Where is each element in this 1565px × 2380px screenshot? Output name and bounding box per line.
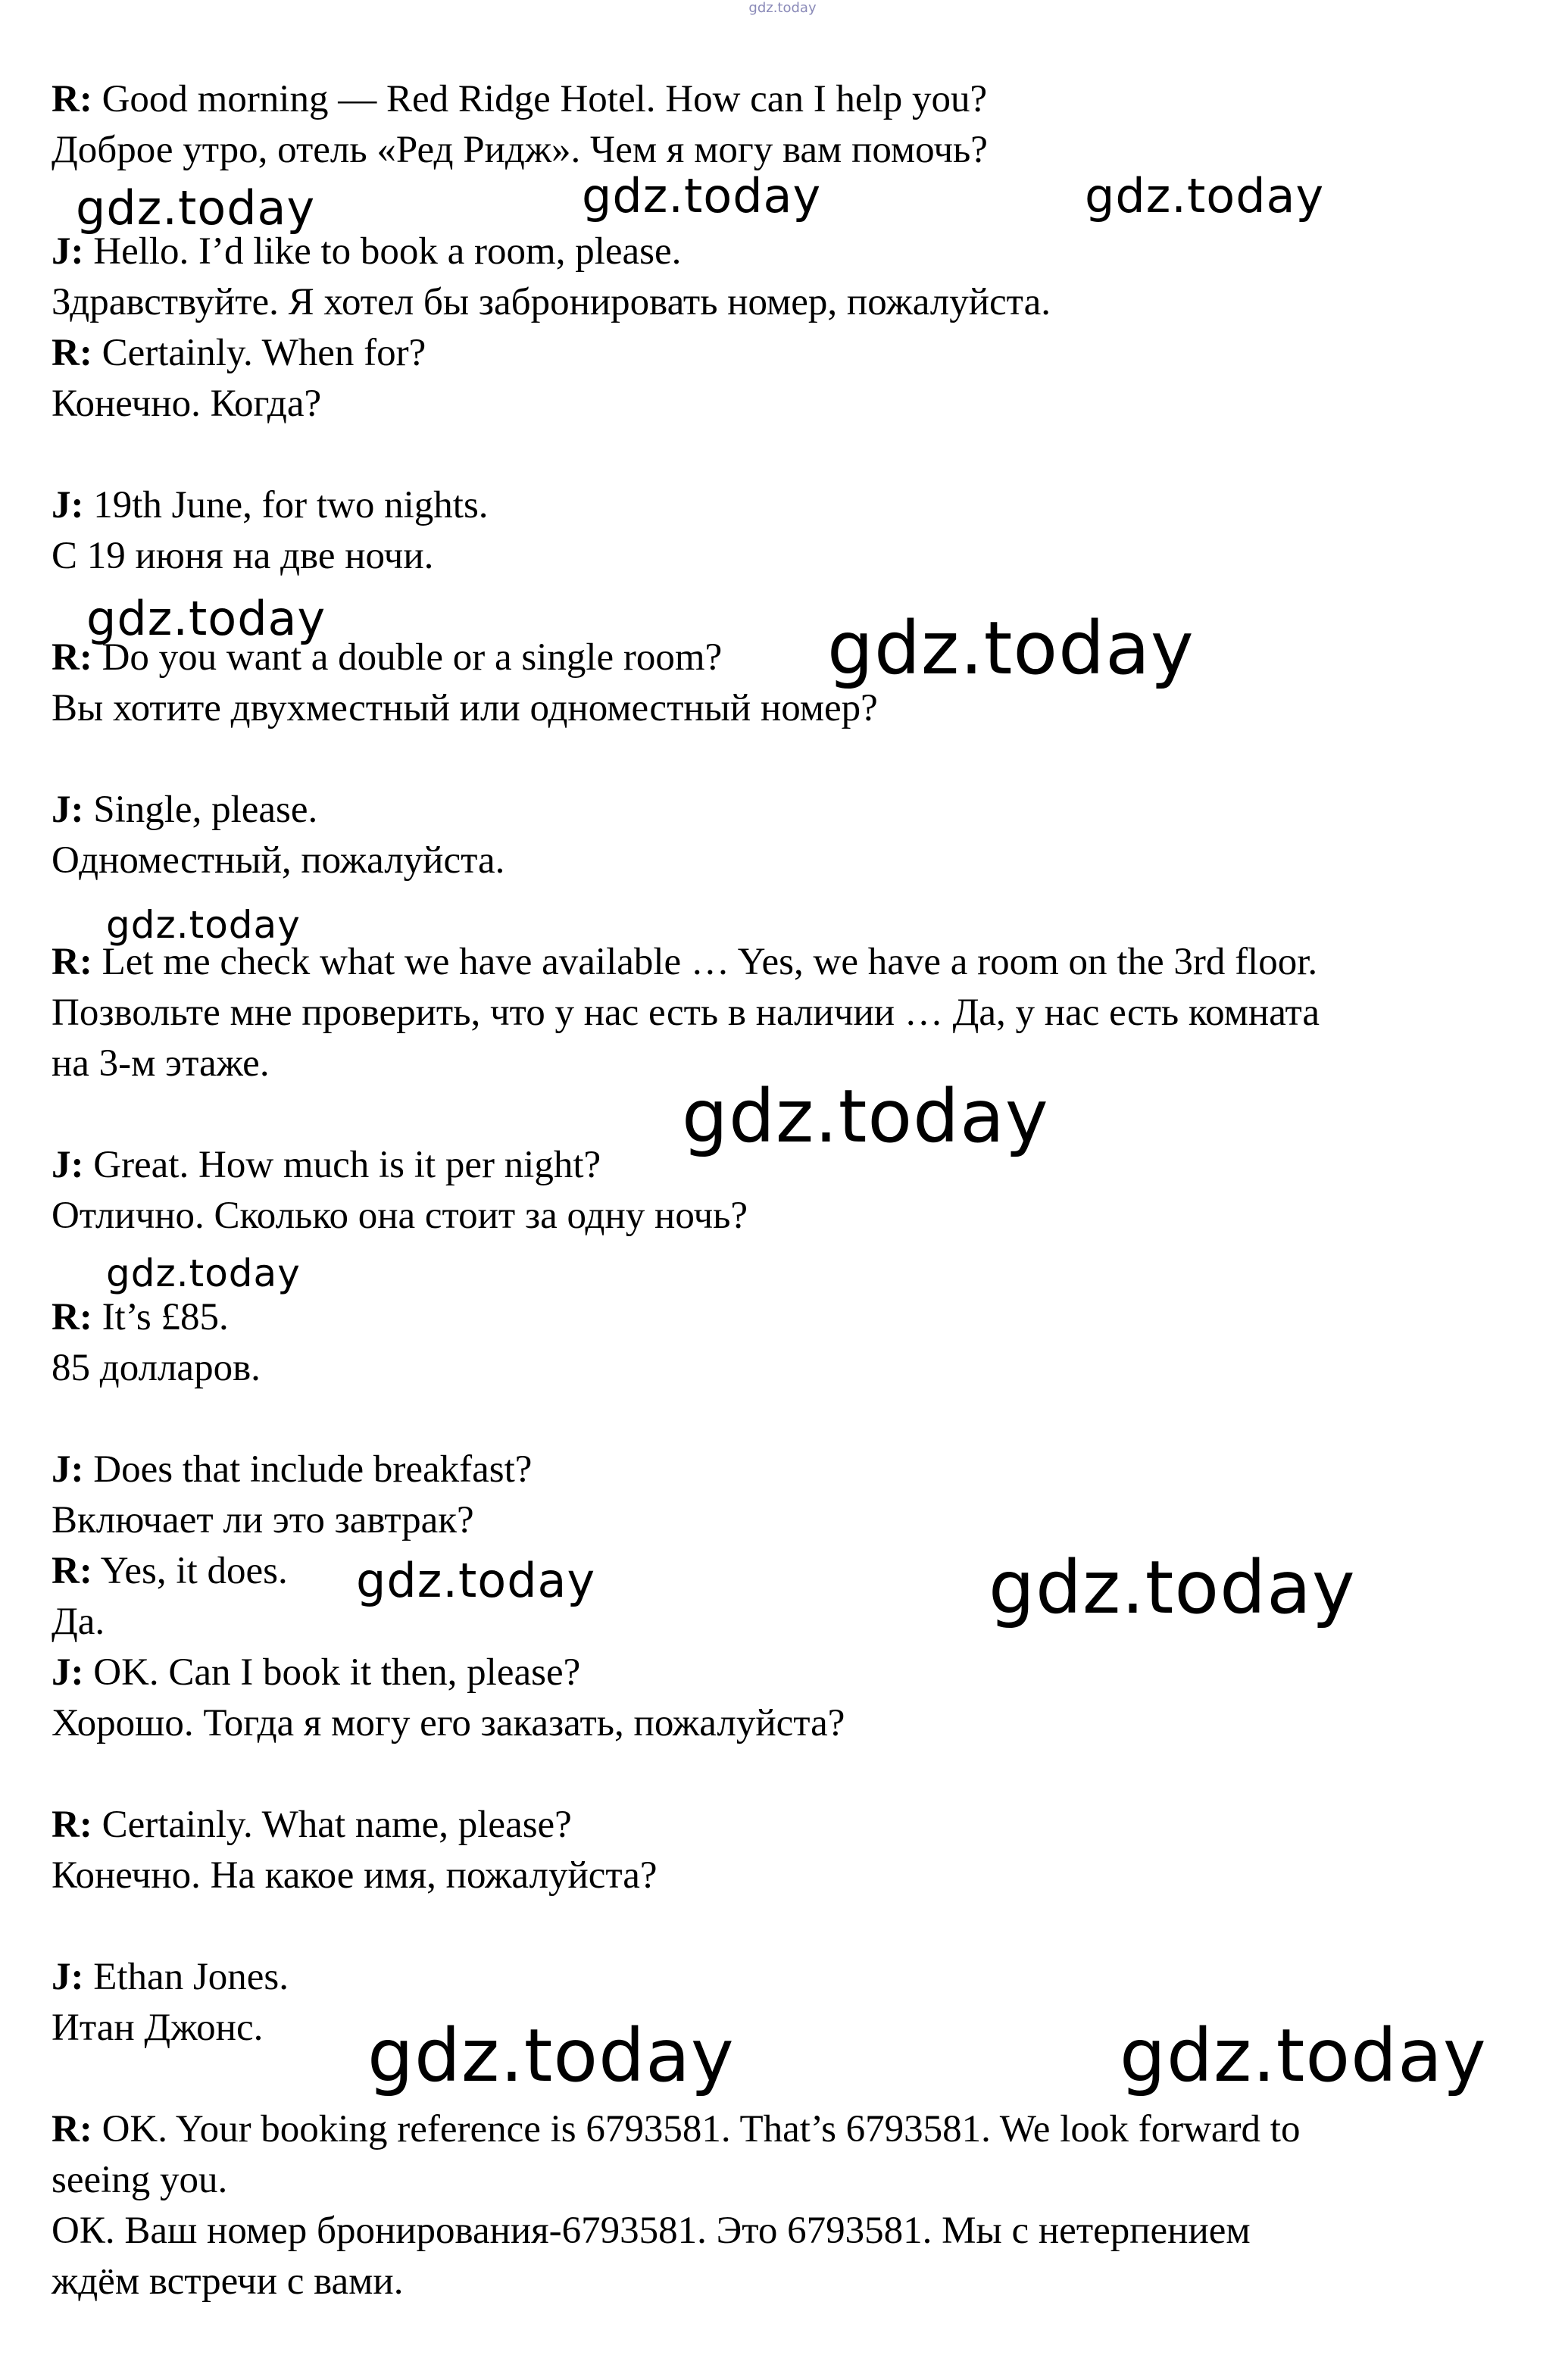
speaker-label: J: bbox=[52, 789, 84, 831]
speaker-label: J: bbox=[52, 230, 84, 273]
russian-translation: на 3-м этаже. bbox=[52, 1042, 270, 1085]
russian-translation: Позвольте мне проверить, что у нас есть в наличии … Да, у нас есть комната bbox=[52, 992, 1320, 1034]
speaker-label: R: bbox=[52, 1296, 92, 1338]
russian-translation: Доброе утро, отель «Ред Ридж». Чем я могу вам помочь? bbox=[52, 129, 988, 171]
english-text: Let me check what we have available … Yes, we have a room on the 3rd floor. bbox=[102, 941, 1318, 983]
speaker-label: R: bbox=[52, 1804, 92, 1846]
speaker-label: J: bbox=[52, 1448, 84, 1491]
dialogue-line-en bbox=[52, 74, 1529, 125]
speaker-label: R: bbox=[52, 1550, 92, 1592]
english-text: Certainly. What name, please? bbox=[102, 1804, 572, 1846]
english-text: Hello. I’d like to book a room, please. bbox=[93, 230, 682, 273]
russian-translation: Вы хотите двухместный или одноместный номер? bbox=[52, 687, 878, 729]
dialogue-line-en bbox=[52, 2104, 1529, 2155]
speaker-label: J: bbox=[52, 1144, 84, 1186]
english-text: It’s £85. bbox=[102, 1296, 229, 1338]
russian-translation: Да. bbox=[52, 1601, 105, 1643]
russian-translation: Итан Джонс. bbox=[52, 2007, 264, 2049]
english-text: OK. Your booking reference is 6793581. That’s 6793581. We look forward to bbox=[102, 2108, 1301, 2150]
russian-translation: Здравствуйте. Я хотел бы забронировать номер, пожалуйста. bbox=[52, 281, 1051, 323]
watermark: gdz.today bbox=[682, 1074, 1049, 1159]
dialogue-line-en bbox=[52, 1648, 1529, 1698]
english-text: 19th June, for two nights. bbox=[93, 484, 489, 526]
watermark: gdz.today bbox=[367, 2013, 735, 2098]
english-text: OK. Can I book it then, please? bbox=[93, 1651, 581, 1694]
watermark: gdz.today bbox=[106, 1251, 301, 1295]
russian-translation: Отлично. Сколько она стоит за одну ночь? bbox=[52, 1195, 748, 1237]
english-text: Good morning — Red Ridge Hotel. How can I help you? bbox=[102, 78, 988, 120]
dialogue-line-en bbox=[52, 480, 1529, 531]
dialogue-line-en bbox=[52, 785, 1529, 835]
russian-translation: Одноместный, пожалуйста. bbox=[52, 839, 505, 882]
russian-translation: С 19 июня на две ночи. bbox=[52, 535, 434, 577]
english-text: Do you want a double or a single room? bbox=[102, 636, 723, 679]
watermark: gdz.today bbox=[827, 606, 1195, 691]
watermark: gdz.today bbox=[1120, 2013, 1487, 2098]
english-text: Certainly. When for? bbox=[102, 332, 426, 374]
speaker-label: R: bbox=[52, 941, 92, 983]
english-text: Single, please. bbox=[93, 789, 318, 831]
watermark: gdz.today bbox=[76, 180, 316, 236]
english-text: seeing you. bbox=[52, 2159, 228, 2201]
dialogue-line-en bbox=[52, 1952, 1529, 2003]
russian-translation: ОК. Ваш номер бронирования-6793581. Это 6793581. Мы с нетерпением bbox=[52, 2210, 1251, 2252]
speaker-label: R: bbox=[52, 636, 92, 679]
site-mark: gdz.today bbox=[748, 0, 817, 16]
dialogue-line-en bbox=[52, 328, 1529, 379]
watermark: gdz.today bbox=[356, 1553, 596, 1608]
speaker-label: R: bbox=[52, 78, 92, 120]
speaker-label: J: bbox=[52, 484, 84, 526]
russian-translation: Конечно. Когда? bbox=[52, 383, 322, 425]
russian-translation: Хорошо. Тогда я могу его заказать, пожалуйста? bbox=[52, 1702, 845, 1744]
speaker-label: J: bbox=[52, 1651, 84, 1694]
dialogue-line-en bbox=[52, 1445, 1529, 1495]
english-text: Great. How much is it per night? bbox=[93, 1144, 601, 1186]
speaker-label: R: bbox=[52, 2108, 92, 2150]
english-text: Ethan Jones. bbox=[93, 1956, 289, 1998]
watermark: gdz.today bbox=[1085, 168, 1325, 223]
speaker-label: R: bbox=[52, 332, 92, 374]
dialogue-line-en bbox=[52, 1800, 1529, 1851]
watermark: gdz.today bbox=[582, 168, 822, 223]
watermark: gdz.today bbox=[106, 903, 301, 947]
english-text: Yes, it does. bbox=[100, 1550, 288, 1592]
english-text: Does that include breakfast? bbox=[93, 1448, 533, 1491]
speaker-label: J: bbox=[52, 1956, 84, 1998]
dialogue-text bbox=[52, 74, 1529, 2307]
russian-translation: Включает ли это завтрак? bbox=[52, 1499, 474, 1541]
russian-translation: ждём встречи с вами. bbox=[52, 2260, 404, 2303]
dialogue-line-en bbox=[52, 1292, 1529, 1343]
watermark: gdz.today bbox=[86, 591, 326, 646]
watermark: gdz.today bbox=[989, 1545, 1356, 1630]
russian-translation: 85 долларов. bbox=[52, 1347, 261, 1389]
russian-translation: Конечно. На какое имя, пожалуйста? bbox=[52, 1854, 658, 1897]
